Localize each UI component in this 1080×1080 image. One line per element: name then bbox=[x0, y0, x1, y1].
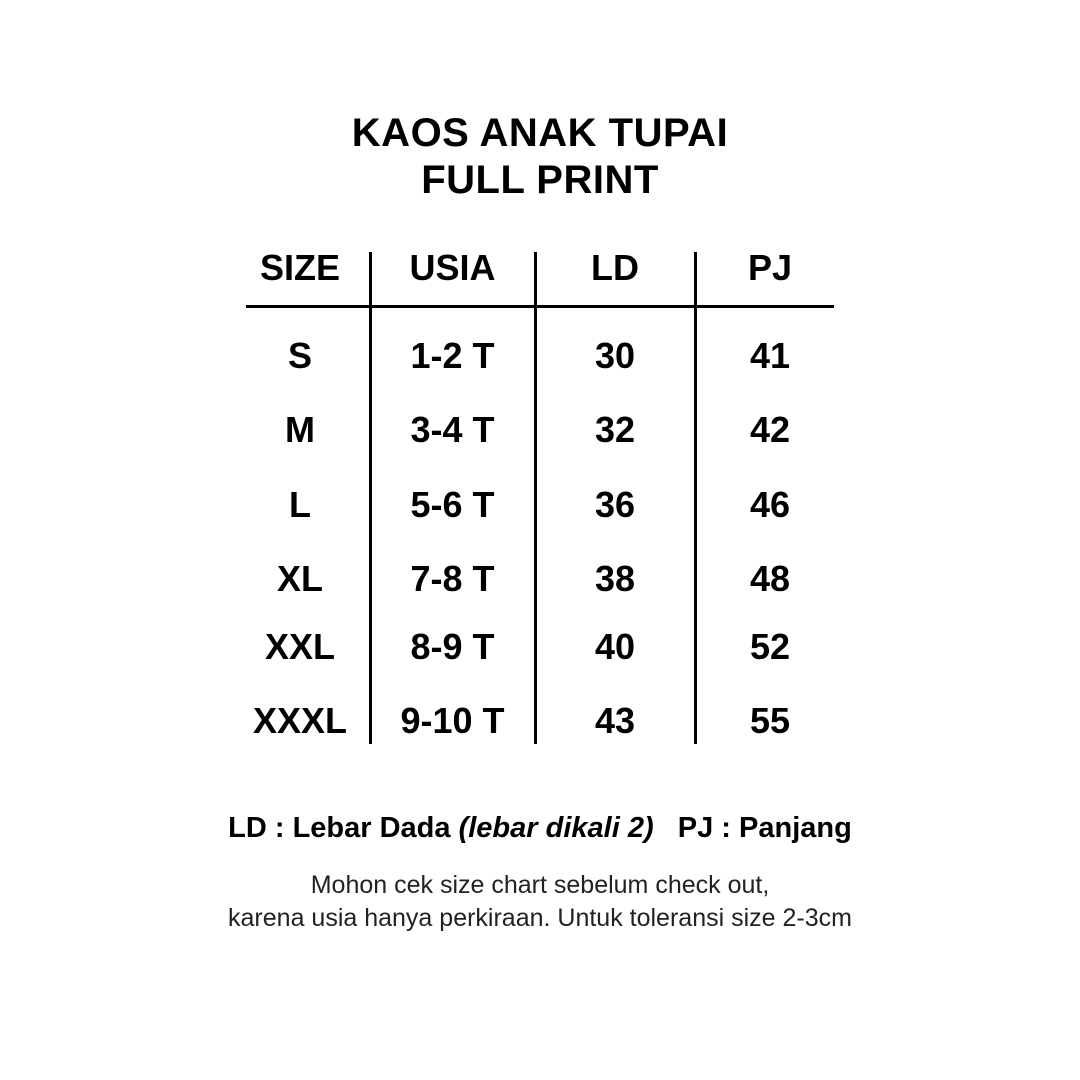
note-line-1: Mohon cek size chart sebelum check out, bbox=[310, 871, 770, 899]
column-divider bbox=[369, 252, 372, 744]
note-line-2: karena usia hanya perkiraan. Untuk toleransi size 2-3cm bbox=[228, 904, 852, 932]
table-cell-size: L bbox=[289, 484, 311, 525]
table-cell-usia: 7-8 T bbox=[410, 558, 495, 599]
legend bbox=[0, 813, 1080, 845]
table-cell-pj: 52 bbox=[749, 626, 791, 667]
table-cell-pj: 48 bbox=[749, 558, 791, 599]
table-cell-size: XXL bbox=[264, 626, 335, 667]
header-usia: USIA bbox=[409, 247, 496, 288]
table-cell-size: XL bbox=[276, 558, 323, 599]
table-cell-size: XXXL bbox=[252, 700, 348, 741]
table-cell-pj: 41 bbox=[749, 335, 791, 376]
table-cell-usia: 8-9 T bbox=[410, 626, 495, 667]
table-cell-usia: 9-10 T bbox=[400, 700, 505, 741]
table-cell-ld: 36 bbox=[594, 484, 636, 525]
table-cell-pj: 42 bbox=[749, 409, 791, 450]
column-divider bbox=[694, 252, 697, 744]
legend-ld: LD : Lebar Dada bbox=[228, 812, 451, 844]
table-cell-usia: 5-6 T bbox=[410, 484, 495, 525]
page-title-line-1: KAOS ANAK TUPAI bbox=[351, 111, 729, 155]
table-cell-ld: 32 bbox=[594, 409, 636, 450]
page-title-line-2: FULL PRINT bbox=[421, 158, 659, 202]
table-cell-size: M bbox=[285, 409, 315, 450]
table-cell-ld: 40 bbox=[594, 626, 636, 667]
table-cell-pj: 46 bbox=[749, 484, 791, 525]
legend-pj: PJ : Panjang bbox=[677, 812, 852, 844]
header-size: SIZE bbox=[259, 247, 340, 288]
table-cell-ld: 30 bbox=[594, 335, 636, 376]
header-ld: LD bbox=[591, 247, 639, 288]
table-cell-usia: 1-2 T bbox=[410, 335, 495, 376]
header-pj: PJ bbox=[747, 247, 793, 288]
table-cell-pj: 55 bbox=[749, 700, 791, 741]
table-cell-size: S bbox=[287, 335, 312, 376]
header-divider bbox=[246, 305, 834, 308]
table-cell-ld: 38 bbox=[594, 558, 636, 599]
table-cell-ld: 43 bbox=[594, 700, 636, 741]
legend-ld-note: (lebar dikali 2) bbox=[458, 812, 654, 844]
table-cell-usia: 3-4 T bbox=[410, 409, 495, 450]
column-divider bbox=[534, 252, 537, 744]
